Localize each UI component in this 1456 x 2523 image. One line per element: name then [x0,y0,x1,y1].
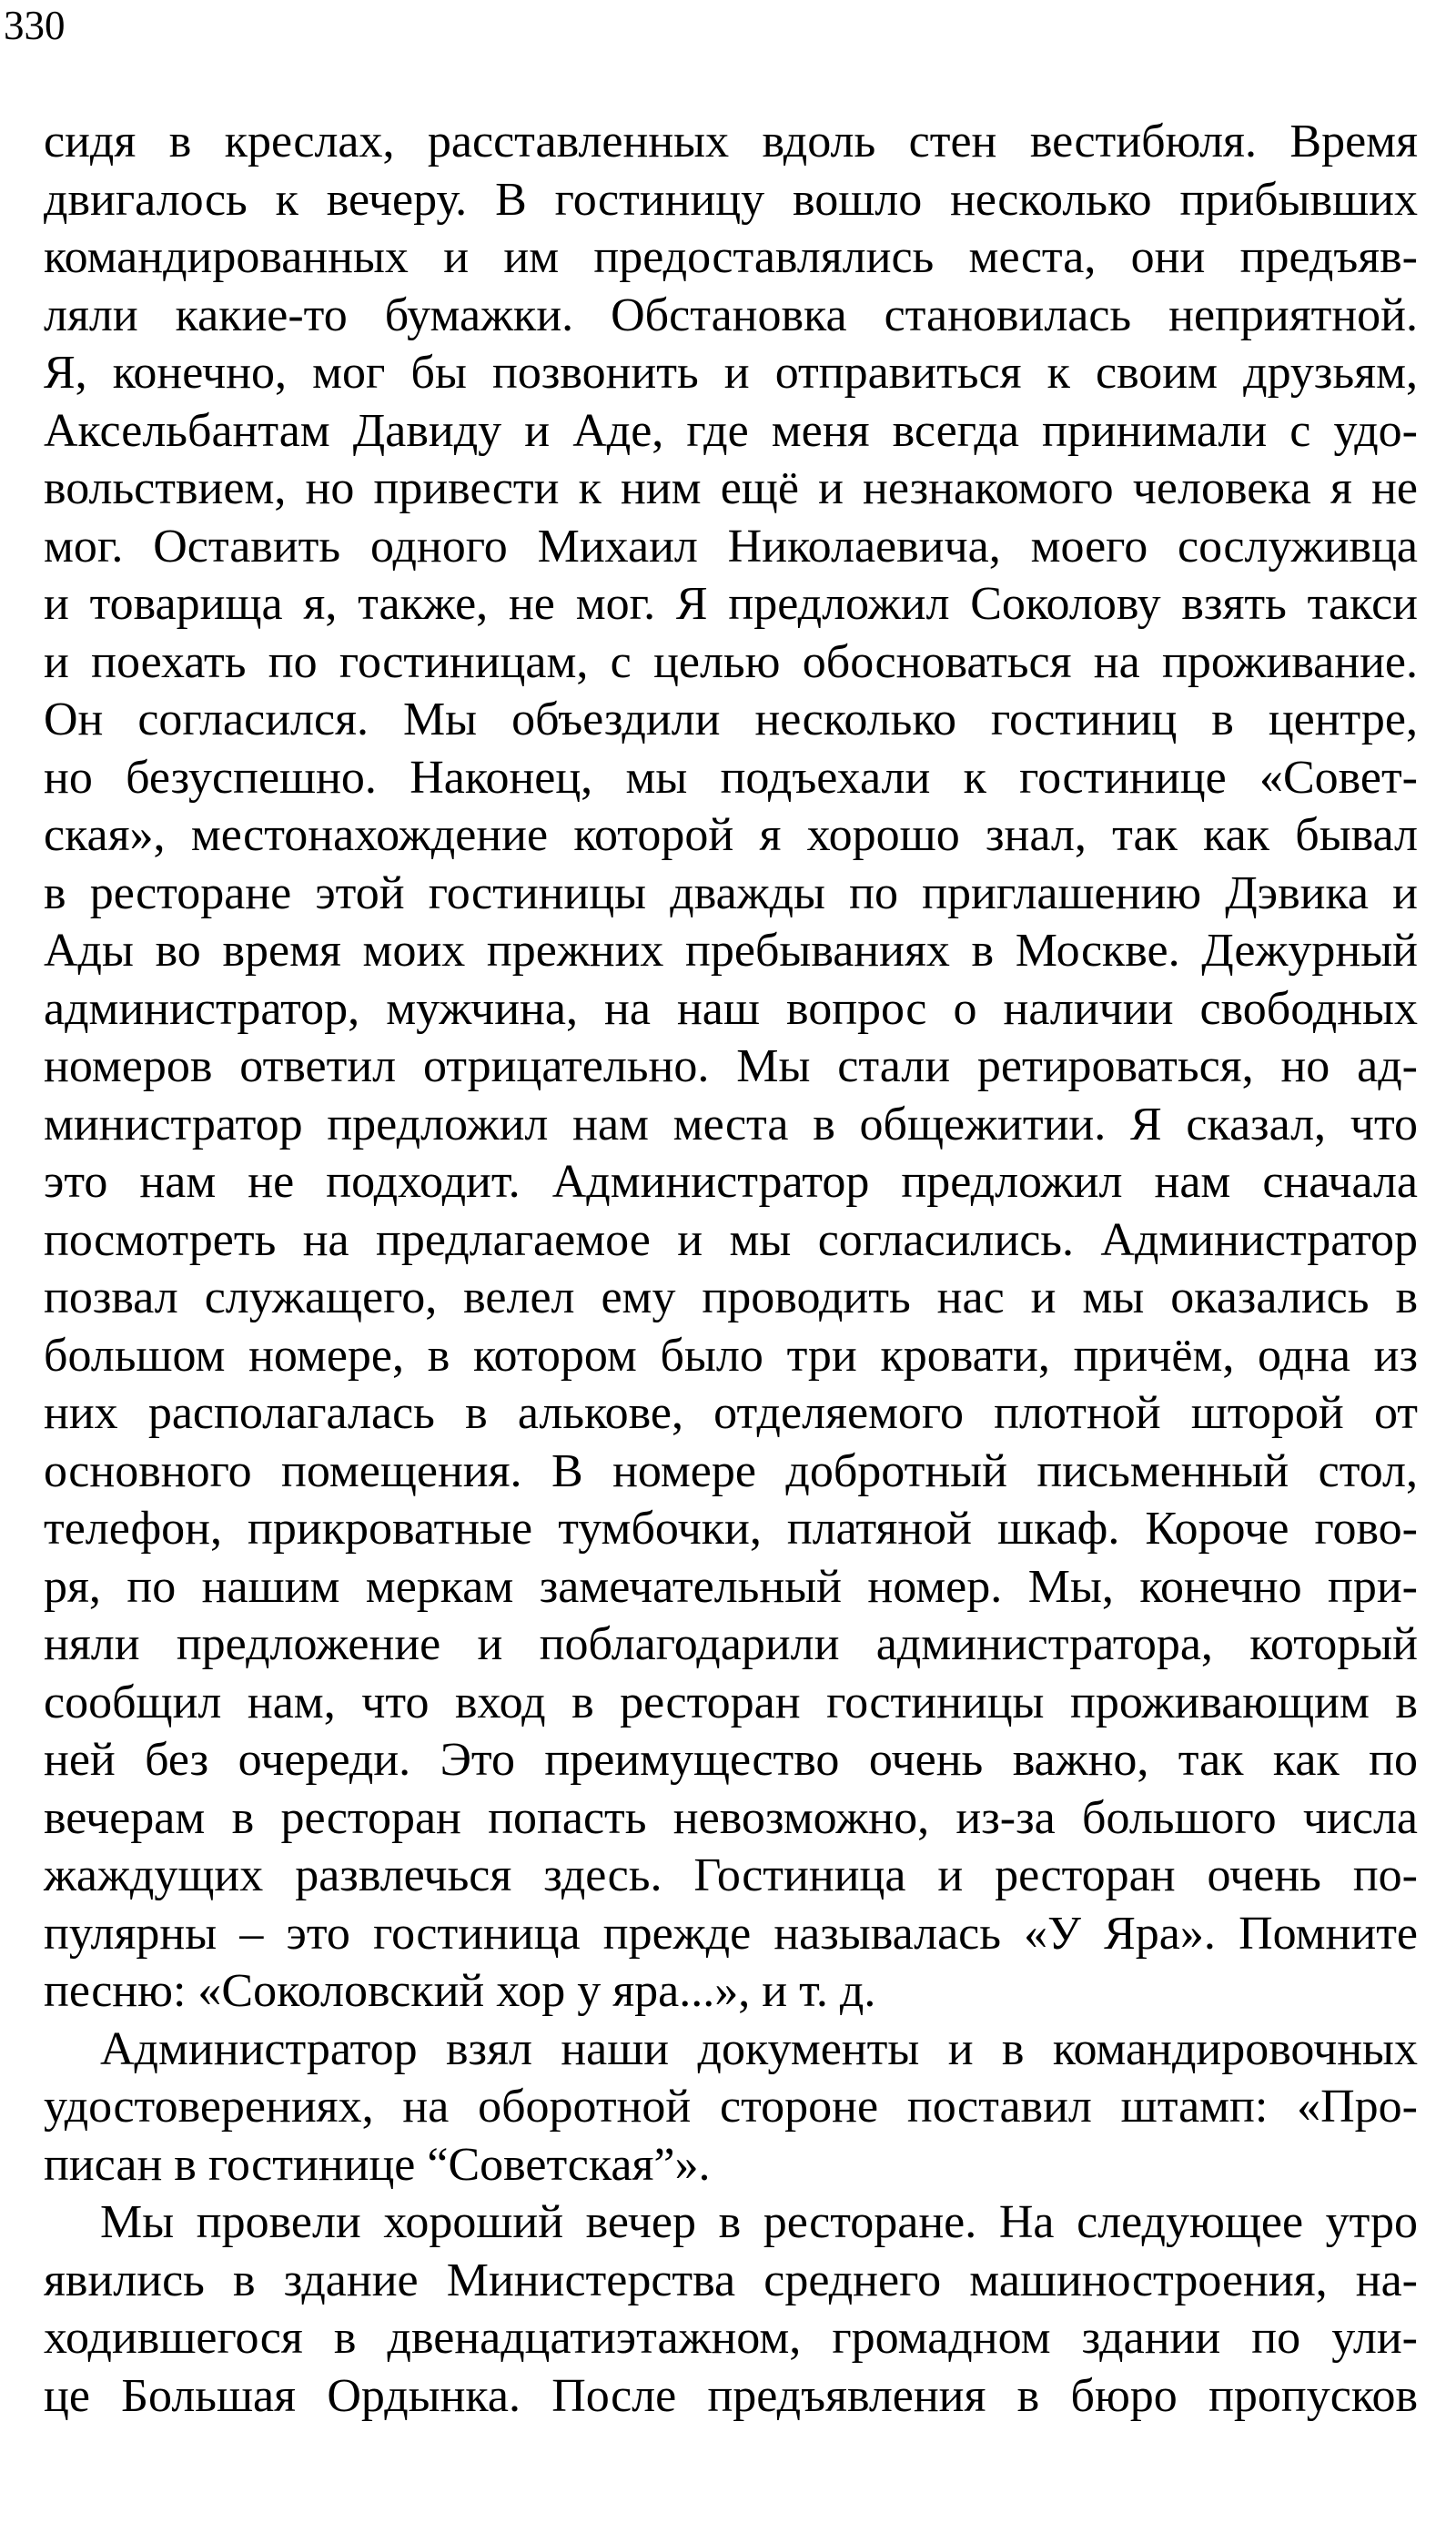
paragraph-first-line: Администратор взял наши документы и в командировочных [100,2022,1418,2075]
text-line: песню: «Соколовский хор у яра...», и т. д. [44,1965,876,2017]
text-line: ская», местонахождение которой я хорошо знал, так как бывал [44,809,1418,861]
text-line: ляли какие-то бумажки. Обстановка становилась неприятной. [44,289,1418,341]
text-line: сообщил нам, что вход в ресторан гостиницы проживающим в [44,1676,1418,1728]
text-line: няли предложение и поблагодарили администратора, который [44,1618,1418,1670]
text-line: мог. Оставить одного Михаил Николаевича, моего сослуживца [44,520,1418,572]
text-line: ней без очереди. Это преимущество очень важно, так как по [44,1734,1418,1786]
text-line: позвал служащего, велел ему проводить нас и мы оказались в [44,1272,1418,1323]
text-line: це Большая Ордынка. После предъявления в бюро пропусков [44,2369,1418,2422]
text-line: удостоверениях, на оборотной стороне поставил штамп: «Про- [44,2081,1418,2133]
text-line: администратор, мужчина, на наш вопрос о наличии свободных [44,982,1418,1035]
text-line: посмотреть на предлагаемое и мы согласились. Администратор [44,1213,1418,1266]
text-line: Аксельбантам Давиду и Аде, где меня всегда принимали с удо- [44,404,1418,457]
text-line: в ресторане этой гостиницы дважды по приглашению Дэвика и [44,866,1418,919]
text-line: Я, конечно, мог бы позвонить и отправиться к своим друзьям, [44,347,1418,399]
text-line: двигалось к вечеру. В гостиницу вошло несколько прибывших [44,173,1418,226]
page-number: 330 [4,3,66,48]
text-line: писан в гостинице “Советская”». [44,2138,711,2191]
text-line: и товарища я, также, не мог. Я предложил Соколову взять такси [44,578,1418,630]
text-line: командированных и им предоставлялись места, они предъяв- [44,231,1418,283]
text-line: Он согласился. Мы объездили несколько гостиниц в центре, [44,694,1418,745]
page-body-text [44,113,1418,2425]
text-line: телефон, прикроватные тумбочки, платяной шкаф. Короче гово- [44,1503,1418,1555]
text-line: них располагалась в алькове, отделяемого плотной шторой от [44,1387,1418,1439]
text-line: это нам не подходит. Администратор предложил нам сначала [44,1156,1418,1208]
text-line: и поехать по гостиницам, с целью обосноваться на проживание. [44,635,1418,688]
text-line: основного помещения. В номере добротный письменный стол, [44,1444,1418,1497]
text-line: вольствием, но привести к ним ещё и незнакомого человека я не [44,462,1418,514]
text-line: ря, по нашим меркам замечательный номер. Мы, конечно при- [44,1560,1418,1613]
text-line: но безуспешно. Наконец, мы подъехали к гостинице «Совет- [44,751,1418,804]
text-line: пулярны – это гостиница прежде называлась «У Яра». Помните [44,1907,1418,1960]
text-line: Ады во время моих прежних пребываниях в Москве. Дежурный [44,925,1418,977]
text-line: явились в здание Министерства среднего машиностроения, на- [44,2254,1418,2306]
paragraph-first-line: Мы провели хороший вечер в ресторане. На следующее утро [100,2196,1418,2248]
text-line: большом номере, в котором было три кровати, причём, одна из [44,1329,1418,1382]
text-line: министратор предложил нам места в общежитии. Я сказал, что [44,1098,1418,1150]
text-line: ходившегося в двенадцатиэтажном, громадном здании по ули- [44,2312,1418,2364]
text-line: номеров ответил отрицательно. Мы стали ретироваться, но ад- [44,1040,1418,1092]
text-line: вечерам в ресторан попасть невозможно, из-за большого числа [44,1791,1418,1844]
text-line: жаждущих развлечься здесь. Гостиница и ресторан очень по- [44,1849,1418,1901]
text-line: сидя в креслах, расставленных вдоль стен вестибюля. Время [44,116,1418,167]
